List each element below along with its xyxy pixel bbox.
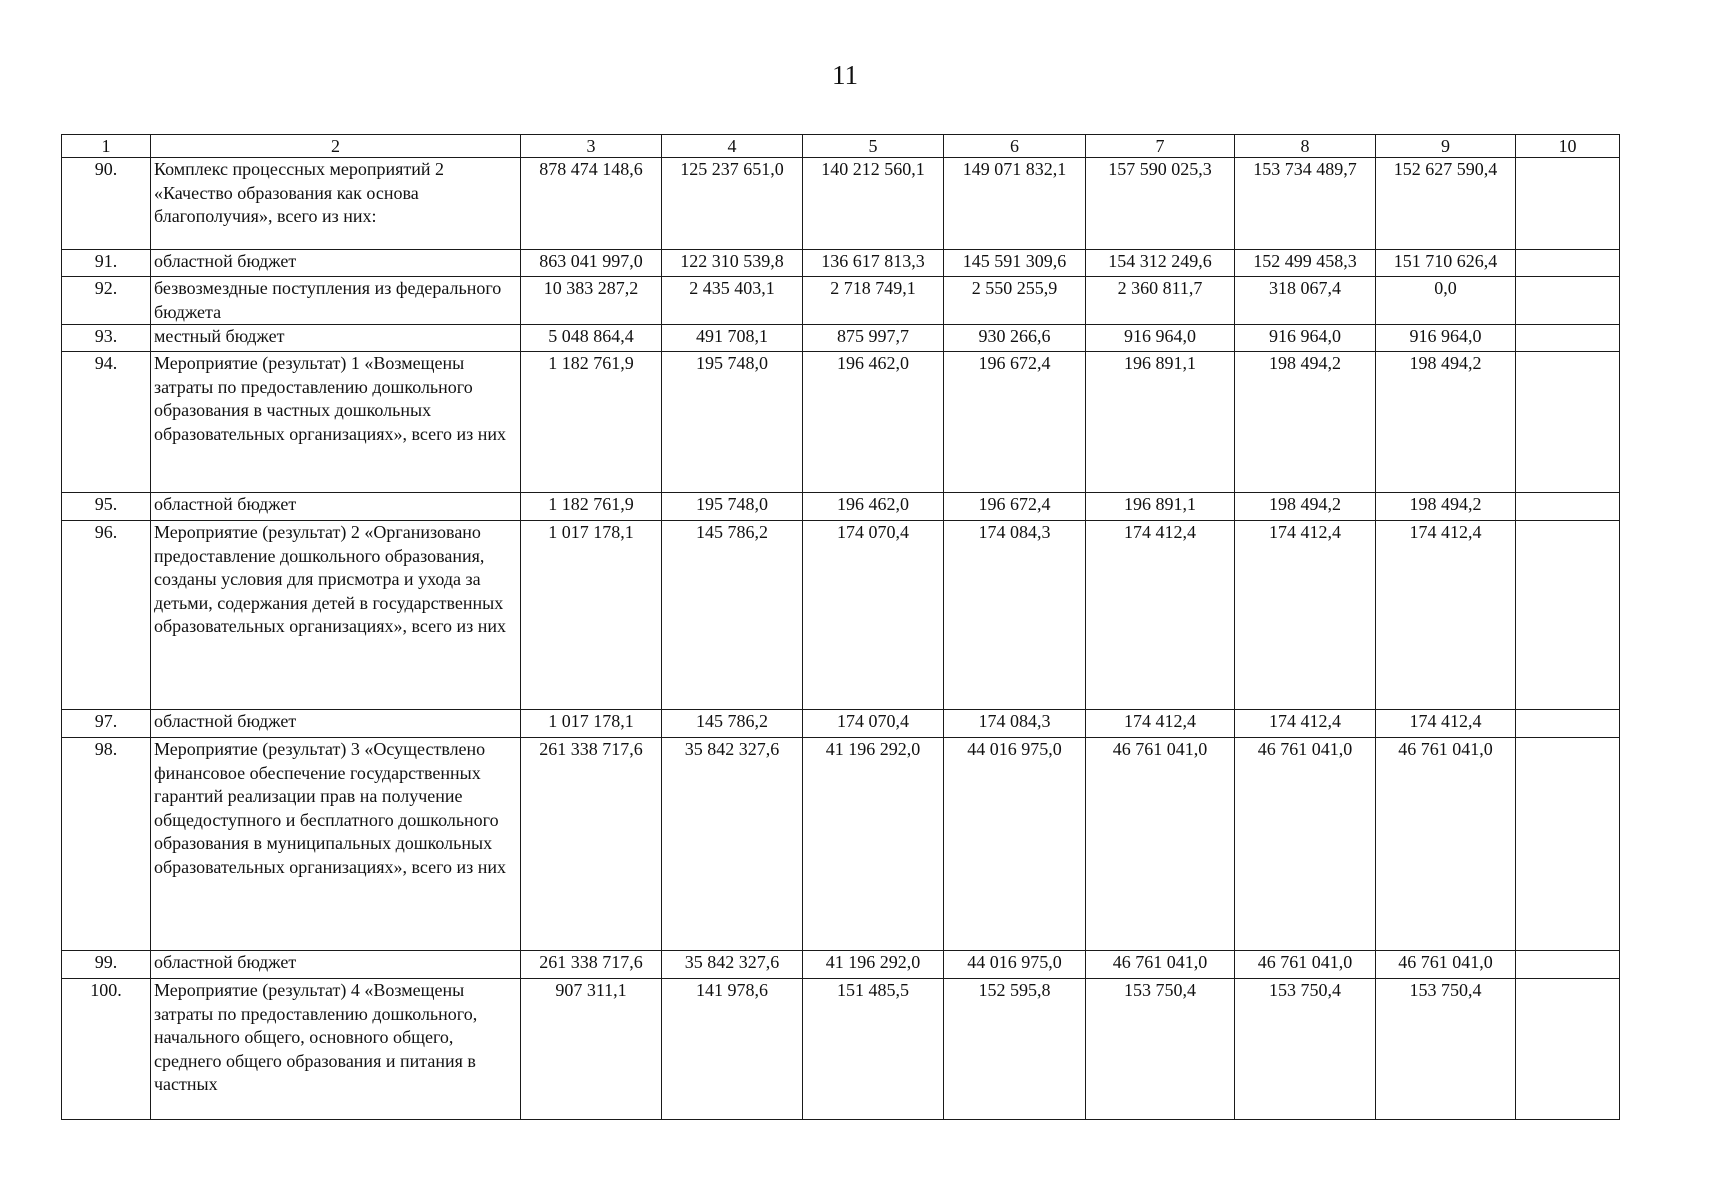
value-cell: 174 412,4	[1086, 521, 1235, 710]
value-cell: 46 761 041,0	[1086, 738, 1235, 951]
value-cell: 491 708,1	[662, 325, 803, 352]
value-cell: 46 761 041,0	[1235, 738, 1376, 951]
value-cell: 149 071 832,1	[944, 158, 1086, 250]
value-cell: 198 494,2	[1235, 493, 1376, 521]
row-number: 90.	[62, 158, 151, 250]
row-name: Комплекс процессных мероприятий 2 «Качество образования как основа благополучия», всего из них:	[151, 158, 521, 250]
column-header: 9	[1376, 135, 1516, 158]
value-cell: 198 494,2	[1376, 352, 1516, 493]
table-body	[62, 158, 1620, 1120]
row-number: 91.	[62, 250, 151, 277]
value-cell: 174 412,4	[1376, 521, 1516, 710]
value-cell: 916 964,0	[1086, 325, 1235, 352]
value-cell	[1516, 493, 1620, 521]
value-cell: 5 048 864,4	[521, 325, 662, 352]
column-header: 6	[944, 135, 1086, 158]
table-row	[62, 250, 1620, 277]
value-cell	[1516, 158, 1620, 250]
row-number: 95.	[62, 493, 151, 521]
column-header: 3	[521, 135, 662, 158]
column-header: 2	[151, 135, 521, 158]
page-number: 11	[832, 60, 858, 90]
value-cell: 153 750,4	[1376, 979, 1516, 1120]
row-number: 98.	[62, 738, 151, 951]
value-cell: 863 041 997,0	[521, 250, 662, 277]
row-number: 92.	[62, 277, 151, 325]
value-cell	[1516, 710, 1620, 738]
column-header: 7	[1086, 135, 1235, 158]
value-cell: 174 084,3	[944, 710, 1086, 738]
value-cell: 930 266,6	[944, 325, 1086, 352]
value-cell: 907 311,1	[521, 979, 662, 1120]
column-header: 10	[1516, 135, 1620, 158]
value-cell: 152 595,8	[944, 979, 1086, 1120]
table-row	[62, 158, 1620, 250]
value-cell: 174 412,4	[1235, 521, 1376, 710]
value-cell	[1516, 521, 1620, 710]
value-cell: 46 761 041,0	[1235, 951, 1376, 979]
value-cell: 46 761 041,0	[1086, 951, 1235, 979]
value-cell: 198 494,2	[1235, 352, 1376, 493]
value-cell: 46 761 041,0	[1376, 951, 1516, 979]
value-cell: 151 710 626,4	[1376, 250, 1516, 277]
value-cell: 196 672,4	[944, 493, 1086, 521]
value-cell: 145 786,2	[662, 710, 803, 738]
value-cell: 1 182 761,9	[521, 493, 662, 521]
row-name: Мероприятие (результат) 3 «Осуществлено финансовое обеспечение государственных гарантий реализации прав на получение общедоступного и бесплатного дошкольного образования в муниципальных дошкольных образовательных организациях», всего из них	[151, 738, 521, 951]
table-row	[62, 521, 1620, 710]
value-cell: 1 017 178,1	[521, 521, 662, 710]
value-cell: 261 338 717,6	[521, 738, 662, 951]
value-cell	[1516, 277, 1620, 325]
value-cell: 195 748,0	[662, 493, 803, 521]
value-cell: 153 734 489,7	[1235, 158, 1376, 250]
value-cell: 198 494,2	[1376, 493, 1516, 521]
value-cell: 2 718 749,1	[803, 277, 944, 325]
column-header: 1	[62, 135, 151, 158]
value-cell	[1516, 951, 1620, 979]
row-name: областной бюджет	[151, 951, 521, 979]
row-name: Мероприятие (результат) 4 «Возмещены затраты по предоставлению дошкольного, начального общего, основного общего, среднего общего образования и питания в частных	[151, 979, 521, 1120]
value-cell: 196 672,4	[944, 352, 1086, 493]
column-header: 5	[803, 135, 944, 158]
value-cell: 196 462,0	[803, 352, 944, 493]
row-number: 100.	[62, 979, 151, 1120]
value-cell: 174 412,4	[1086, 710, 1235, 738]
value-cell: 153 750,4	[1086, 979, 1235, 1120]
column-number-row	[62, 135, 1620, 158]
value-cell: 125 237 651,0	[662, 158, 803, 250]
value-cell: 1 182 761,9	[521, 352, 662, 493]
value-cell: 916 964,0	[1235, 325, 1376, 352]
value-cell: 152 627 590,4	[1376, 158, 1516, 250]
value-cell	[1516, 738, 1620, 951]
value-cell	[1516, 325, 1620, 352]
value-cell: 152 499 458,3	[1235, 250, 1376, 277]
value-cell: 2 360 811,7	[1086, 277, 1235, 325]
row-number: 93.	[62, 325, 151, 352]
value-cell: 196 891,1	[1086, 493, 1235, 521]
value-cell	[1516, 250, 1620, 277]
value-cell: 145 591 309,6	[944, 250, 1086, 277]
value-cell: 44 016 975,0	[944, 738, 1086, 951]
table-row	[62, 325, 1620, 352]
value-cell: 41 196 292,0	[803, 951, 944, 979]
table-row	[62, 951, 1620, 979]
value-cell: 174 070,4	[803, 521, 944, 710]
value-cell: 141 978,6	[662, 979, 803, 1120]
row-name: Мероприятие (результат) 1 «Возмещены затраты по предоставлению дошкольного образования в частных дошкольных образовательных организациях», всего из них	[151, 352, 521, 493]
table-row	[62, 277, 1620, 325]
value-cell: 196 891,1	[1086, 352, 1235, 493]
value-cell: 2 435 403,1	[662, 277, 803, 325]
value-cell: 140 212 560,1	[803, 158, 944, 250]
value-cell: 44 016 975,0	[944, 951, 1086, 979]
value-cell: 35 842 327,6	[662, 738, 803, 951]
value-cell	[1516, 352, 1620, 493]
column-header: 8	[1235, 135, 1376, 158]
value-cell: 1 017 178,1	[521, 710, 662, 738]
value-cell: 878 474 148,6	[521, 158, 662, 250]
value-cell: 174 070,4	[803, 710, 944, 738]
value-cell: 145 786,2	[662, 521, 803, 710]
budget-table	[61, 134, 1620, 1120]
value-cell: 916 964,0	[1376, 325, 1516, 352]
value-cell: 0,0	[1376, 277, 1516, 325]
row-number: 99.	[62, 951, 151, 979]
value-cell: 122 310 539,8	[662, 250, 803, 277]
value-cell: 154 312 249,6	[1086, 250, 1235, 277]
value-cell: 318 067,4	[1235, 277, 1376, 325]
value-cell: 46 761 041,0	[1376, 738, 1516, 951]
table-row	[62, 710, 1620, 738]
row-name: областной бюджет	[151, 710, 521, 738]
value-cell: 2 550 255,9	[944, 277, 1086, 325]
value-cell: 136 617 813,3	[803, 250, 944, 277]
table-row	[62, 352, 1620, 493]
value-cell: 35 842 327,6	[662, 951, 803, 979]
value-cell: 174 084,3	[944, 521, 1086, 710]
row-number: 96.	[62, 521, 151, 710]
table-row	[62, 979, 1620, 1120]
value-cell: 195 748,0	[662, 352, 803, 493]
value-cell: 875 997,7	[803, 325, 944, 352]
row-number: 94.	[62, 352, 151, 493]
row-name: областной бюджет	[151, 250, 521, 277]
value-cell: 196 462,0	[803, 493, 944, 521]
value-cell: 153 750,4	[1235, 979, 1376, 1120]
table-row	[62, 738, 1620, 951]
column-header: 4	[662, 135, 803, 158]
row-name: Мероприятие (результат) 2 «Организовано предоставление дошкольного образования, созданы условия для присмотра и ухода за детьми, содержания детей в государственных образовательных организациях», всего из них	[151, 521, 521, 710]
row-name: местный бюджет	[151, 325, 521, 352]
value-cell: 157 590 025,3	[1086, 158, 1235, 250]
value-cell: 261 338 717,6	[521, 951, 662, 979]
value-cell: 174 412,4	[1235, 710, 1376, 738]
row-name: безвозмездные поступления из федерального бюджета	[151, 277, 521, 325]
value-cell	[1516, 979, 1620, 1120]
row-number: 97.	[62, 710, 151, 738]
value-cell: 41 196 292,0	[803, 738, 944, 951]
value-cell: 151 485,5	[803, 979, 944, 1120]
value-cell: 174 412,4	[1376, 710, 1516, 738]
table-row	[62, 493, 1620, 521]
value-cell: 10 383 287,2	[521, 277, 662, 325]
row-name: областной бюджет	[151, 493, 521, 521]
